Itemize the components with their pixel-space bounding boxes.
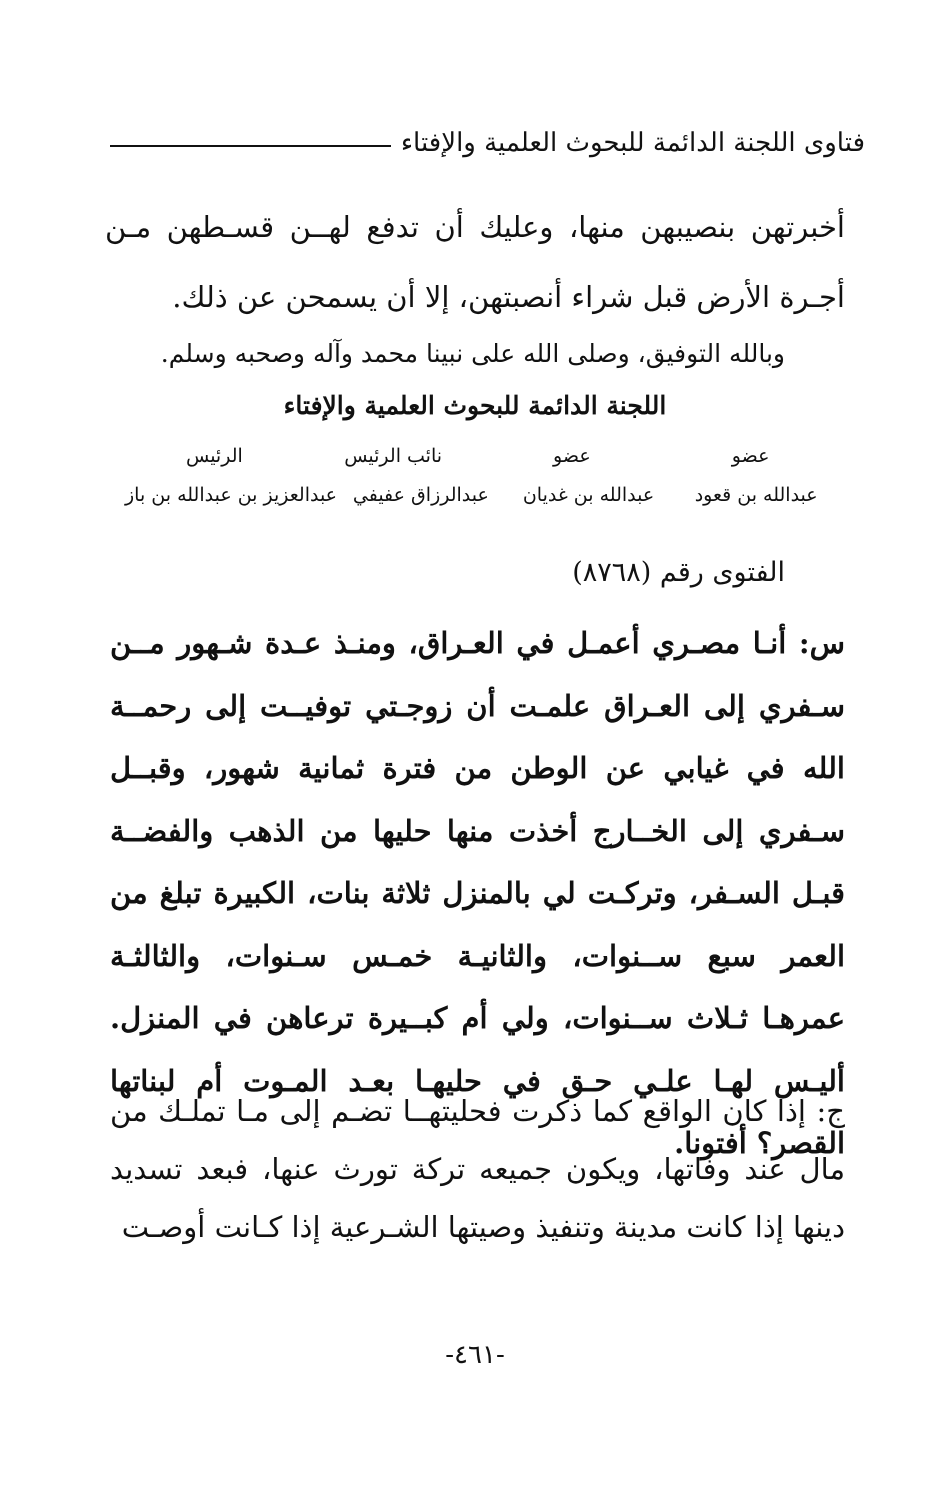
- committee-name: اللجنة الدائمة للبحوث العلمية والإفتاء: [283, 391, 667, 420]
- signatory-name: عبدالعزيز بن عبدالله بن باز: [124, 484, 338, 506]
- signatory-role: الرئيس: [185, 445, 243, 467]
- signatory-name: عبدالله بن قعود: [694, 484, 818, 506]
- signatory-role: عضو: [731, 445, 770, 467]
- closing-line: وبالله التوفيق، وصلى الله على نبينا محمد وآله وصحبه وسلم.: [160, 339, 785, 368]
- question-paragraph: س: أنـا مصـري أعمـل في العـراق، ومنـذ عـدة شـهور مــن سـفري إلى العـراق علمـت أن زوجـتي توفيــت إلى رحمــة الله في غيابي عن الوطن من فترة ثمانية شهور، وقبــل سـفري إلى الخــارج أخذت منها حليها من الذهب والفضــة قبـل السـفر، وتركـت لي بالمنزل ثلاثة بنات، الكبيرة تبلغ من العمر سبع ســنوات، والثانيـة خمـس سـنوات، والثالثـة عمرهـا ثـلاث ســنوات، ولي أم كبــيرة ترعاهن في المنزل. أليـس لهـا علـي حـق في حليهـا بعـد المـوت أم لبناتها القصر؟ أفتونا.: [110, 626, 845, 1160]
- intro-paragraph: أخبرتهن بنصيبهن منها، وعليك أن تدفع لهــن قسـطهن مـن أجـرة الأرض قبل شراء أنصبتهن، إلا أن يسمحن عن ذلك.: [105, 210, 845, 314]
- signatory-role: نائب الرئيس: [344, 445, 443, 467]
- signatory-name: عبدالرزاق عفيفي: [352, 484, 489, 506]
- signatory-names: [125, 484, 840, 506]
- header-rule: [110, 145, 391, 147]
- running-header: [110, 118, 865, 168]
- page-number: -٤٦١-: [445, 1340, 505, 1370]
- fatwa-number: الفتوى رقم (٨٧٦٨): [572, 557, 785, 588]
- signatory-name: عبدالله بن غديان: [522, 484, 655, 506]
- signatory-roles: [125, 445, 840, 467]
- signatory-role: عضو: [553, 445, 591, 467]
- header-title: فتاوى اللجنة الدائمة للبحوث العلمية والإفتاء: [400, 128, 865, 158]
- answer-paragraph: ج: إذا كان الواقع كما ذكرت فحليتهــا تضـم إلى مـا تملـك من مال عند وفاتها، ويكون جميعه تركة تورث عنها، فبعد تسديد دينها إذا كانت مدينة وتنفيذ وصيتها الشـرعية إذا كـانت أوصـت: [110, 1094, 845, 1244]
